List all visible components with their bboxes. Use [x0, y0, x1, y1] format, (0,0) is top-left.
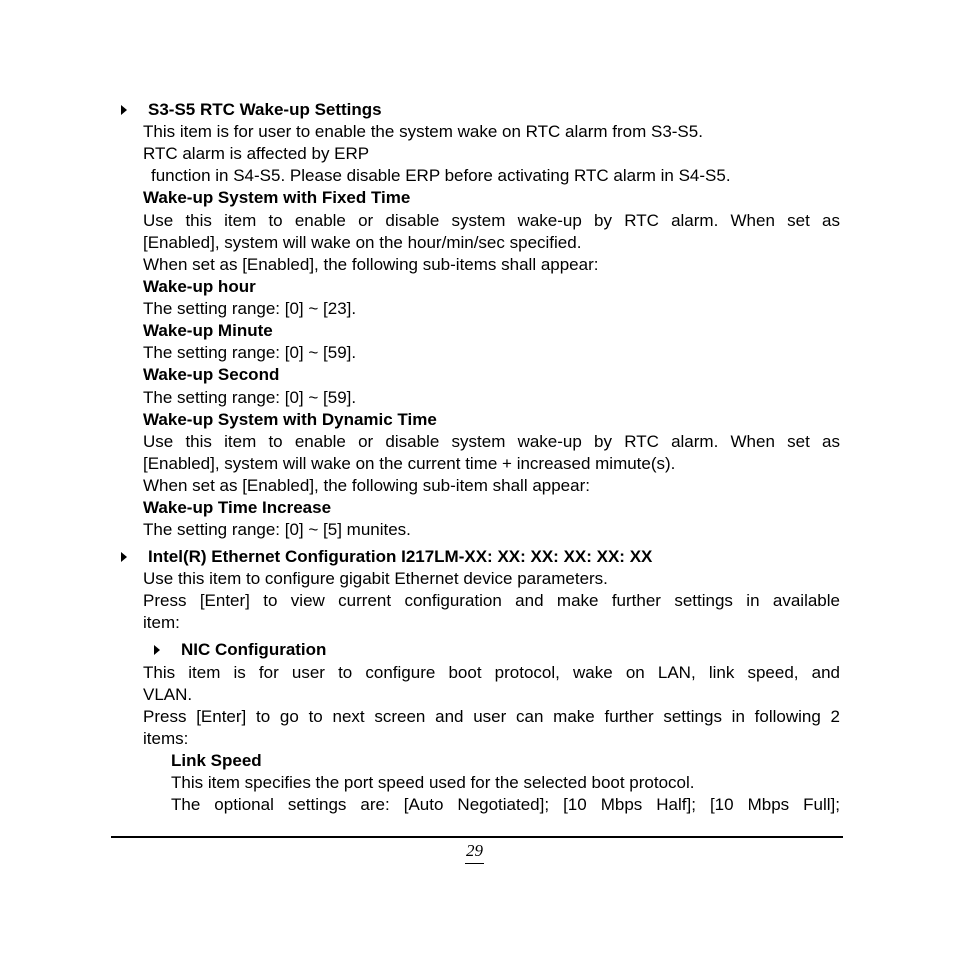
text-link-desc1: This item specifies the port speed used for the selected boot protocol.	[171, 773, 695, 792]
text-eth-desc2: Press [Enter] to view current configuration and make further settings in available	[143, 591, 840, 610]
text-fixed-heading: Wake-up System with Fixed Time	[143, 188, 411, 207]
text-eth-desc3: item:	[143, 613, 180, 632]
text-second-heading: Wake-up Second	[143, 365, 280, 384]
text-fixed-desc3: When set as [Enabled], the following sub-items shall appear:	[143, 255, 599, 274]
text-increase-heading: Wake-up Time Increase	[143, 498, 332, 517]
footer-rule	[111, 836, 843, 838]
text-s1-desc3: function in S4-S5. Please disable ERP before activating RTC alarm in S4-S5.	[151, 166, 731, 185]
text-nic-desc2: VLAN.	[143, 685, 193, 704]
text-eth-desc1: Use this item to configure gigabit Ethernet device parameters.	[143, 569, 608, 588]
text-link-desc2: The optional settings are: [Auto Negotiated]; [10 Mbps Half]; [10 Mbps Full];	[171, 795, 840, 814]
text-nic-desc4: items:	[143, 729, 189, 748]
text-s1-heading: S3-S5 RTC Wake-up Settings	[148, 100, 382, 119]
text-second-range: The setting range: [0] ~ [59].	[143, 388, 357, 407]
text-dynamic-heading: Wake-up System with Dynamic Time	[143, 410, 437, 429]
text-hour-range: The setting range: [0] ~ [23].	[143, 299, 357, 318]
text-increase-range: The setting range: [0] ~ [5] munites.	[143, 520, 411, 539]
text-nic-desc3: Press [Enter] to go to next screen and user can make further settings in following 2	[143, 707, 840, 726]
bullet-arrow-icon	[121, 105, 127, 115]
text-eth-heading: Intel(R) Ethernet Configuration I217LM-XX: XX: XX: XX: XX: XX	[148, 547, 653, 566]
text-dynamic-desc1: Use this item to enable or disable system wake-up by RTC alarm. When set as	[143, 432, 840, 451]
text-minute-heading: Wake-up Minute	[143, 321, 273, 340]
text-dynamic-desc3: When set as [Enabled], the following sub-item shall appear:	[143, 476, 590, 495]
text-s1-desc2: RTC alarm is affected by ERP	[143, 144, 370, 163]
text-minute-range: The setting range: [0] ~ [59].	[143, 343, 357, 362]
text-s1-desc1: This item is for user to enable the system wake on RTC alarm from S3-S5.	[143, 122, 703, 141]
text-hour-heading: Wake-up hour	[143, 277, 256, 296]
text-fixed-desc2: [Enabled], system will wake on the hour/min/sec specified.	[143, 233, 582, 252]
text-link-heading: Link Speed	[171, 751, 262, 770]
text-dynamic-desc2: [Enabled], system will wake on the current time + increased mimute(s).	[143, 454, 676, 473]
text-fixed-desc1: Use this item to enable or disable system wake-up by RTC alarm. When set as	[143, 211, 840, 230]
text-nic-desc1: This item is for user to configure boot protocol, wake on LAN, link speed, and	[143, 663, 840, 682]
bullet-arrow-icon	[121, 552, 127, 562]
text-nic-heading: NIC Configuration	[181, 640, 327, 659]
page-number: 29	[465, 840, 484, 864]
bullet-arrow-icon	[154, 645, 160, 655]
